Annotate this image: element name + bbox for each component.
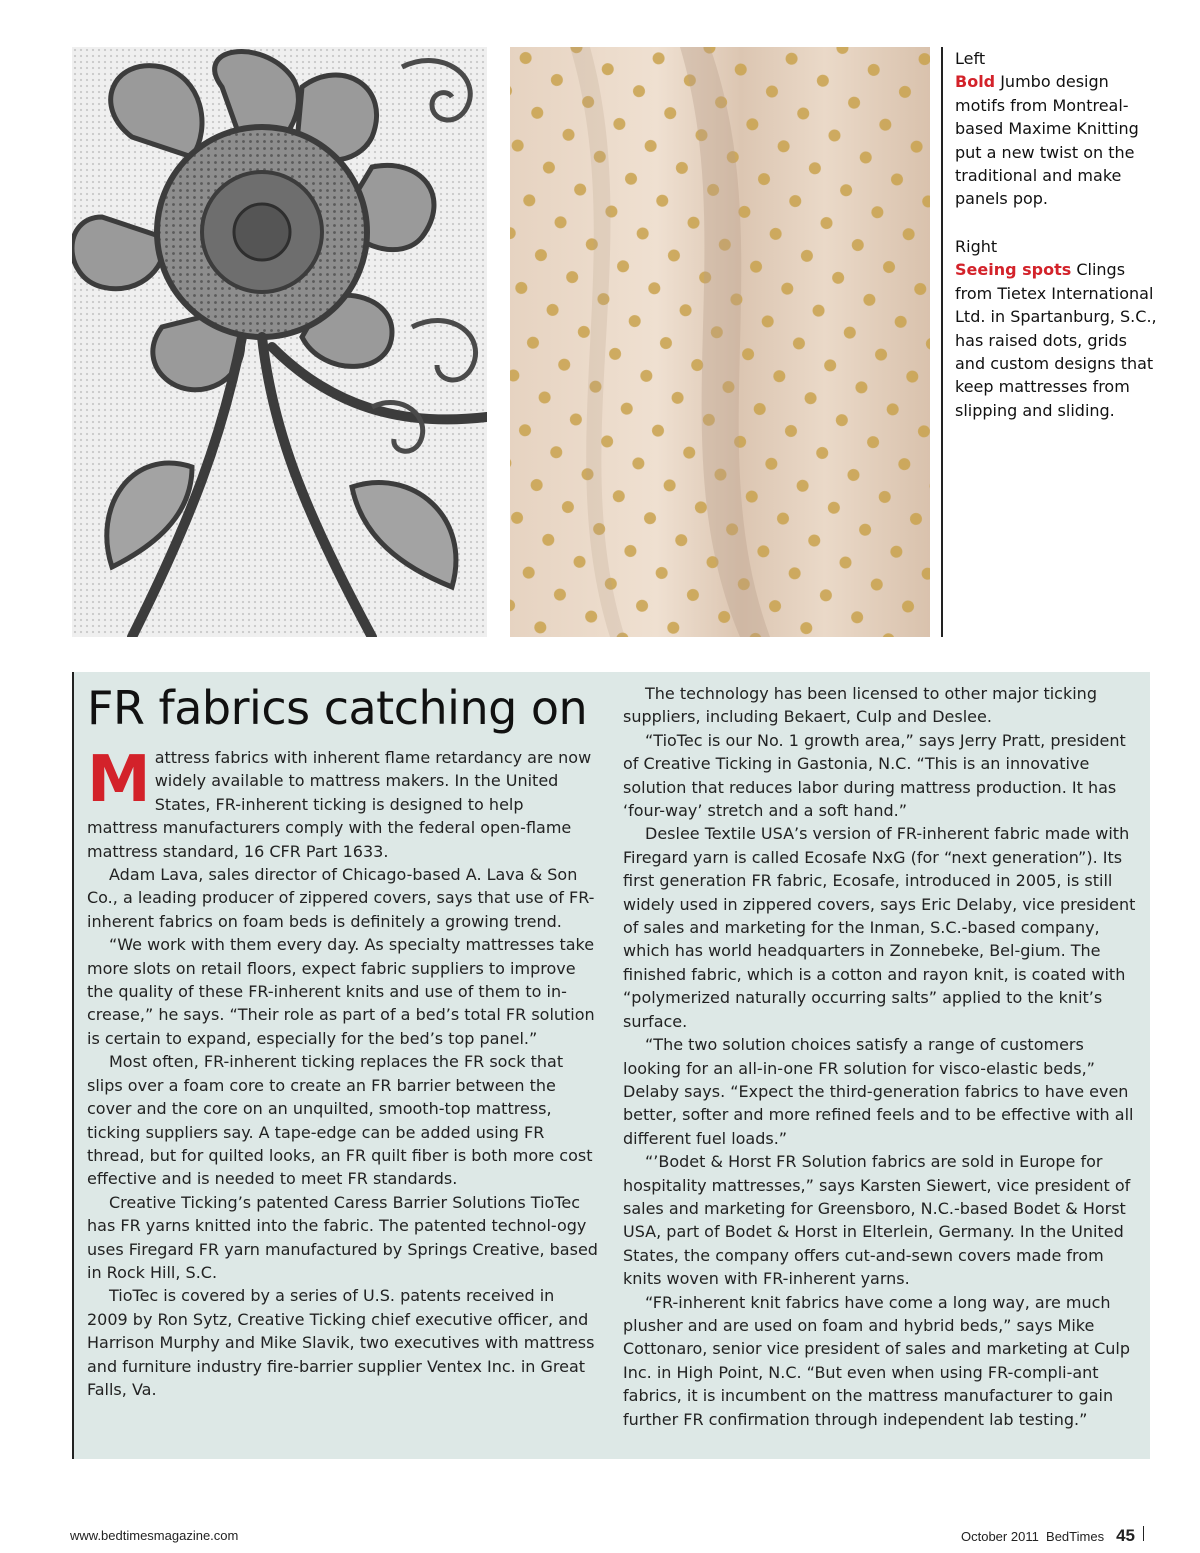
article-column-2 xyxy=(623,682,1137,1431)
article-paragraph: The technology has been licensed to other major ticking suppliers, including Bekaert, Culp and Deslee. xyxy=(623,684,1097,727)
footer-issue: October 2011 BedTimes xyxy=(961,1529,1105,1544)
article-paragraph: Deslee Textile USA’s version of FR-inherent fabric made with Firegard yarn is called Ecosafe NxG (for “next generation”). Its first generation FR fabric, Ecosafe, introduced in 2005, is still widely used in zippered covers, says Eric Delaby, vice president of sales and marketing for the Inman, S.C.-based company, which has world headquarters in Zonnebeke, Bel-gium. The finished fabric, which is a cotton and rayon knit, is coated with “polymerized naturally occurring salts” applied to the knit’s surface. xyxy=(623,824,1136,1031)
article-paragraph: Most often, FR-inherent ticking replaces the FR sock that slips over a foam core to create an FR barrier between the cover and the core on an unquilted, smooth-top mattress, ticking suppliers say. A tape-edge can be added using FR thread, but for quilted looks, an FR quilt fiber is both more cost effective and is needed to meet FR standards. xyxy=(87,1052,593,1189)
footer-website-url[interactable]: www.bedtimesmagazine.com xyxy=(70,1528,239,1543)
article-paragraph: “’Bodet & Horst FR Solution fabrics are sold in Europe for hospitality mattresses,” says Karsten Siewert, vice president of sales and marketing for Greensboro, N.C.-based Bodet & Horst USA, part of Bodet & Horst in Elterlein, Germany. In the United States, the company offers cut-and-sewn covers made from knits woven with FR-inherent yarns. xyxy=(623,1152,1131,1289)
article-paragraph-text: attress fabrics with inherent flame retardancy are now widely available to mattress makers. In the United States, FR-inherent ticking is designed to help mattress manufacturers comply with the federal open-flame mattress standard, 16 CFR Part 1633. xyxy=(87,748,592,861)
caption-left-position: Left xyxy=(955,49,986,68)
folio-divider xyxy=(1143,1526,1144,1541)
article-paragraph: Adam Lava, sales director of Chicago-based A. Lava & Son Co., a leading producer of zippered covers, says that use of FR-inherent fabrics on foam beds is definitely a growing trend. xyxy=(87,865,595,931)
article-paragraph: “TioTec is our No. 1 growth area,” says Jerry Pratt, president of Creative Ticking in Gastonia, N.C. “This is an innovative solution that reduces labor during mattress production. It has ‘four-way’ stretch and a soft hand.” xyxy=(623,730,1126,821)
drop-cap: M xyxy=(87,743,151,817)
caption-right-position: Right xyxy=(955,237,998,256)
caption-left-text: Jumbo design motifs from Montreal-based Maxime Knitting put a new twist on the traditional and make panels pop. xyxy=(955,72,1139,209)
caption-left-keyword: Bold xyxy=(955,72,996,92)
caption-divider-rule xyxy=(941,47,943,637)
footer-folio xyxy=(961,1526,1144,1546)
article-paragraph xyxy=(87,743,599,863)
article-paragraph: Creative Ticking’s patented Caress Barrier Solutions TioTec has FR yarns knitted into the fabric. The patented technol-ogy uses Firegard FR yarn manufactured by Springs Creative, based in Rock Hill, S.C. xyxy=(87,1192,598,1282)
caption-right-keyword: Seeing spots xyxy=(955,260,1072,280)
article-paragraph: “The two solution choices satisfy a range of customers looking for an all-in-one FR solution for visco-elastic beds,” Delaby says. “Expect the third-generation fabrics to have even better, softer and more refined feels and to be effective with all different fuel loads.” xyxy=(623,1035,1134,1148)
article-column-1 xyxy=(87,743,599,1401)
article-headline: FR fabrics catching on xyxy=(87,681,588,735)
caption-left xyxy=(955,47,1160,211)
photo-raised-dot-clings xyxy=(510,47,930,637)
page-number: 45 xyxy=(1116,1526,1135,1545)
caption-right xyxy=(955,235,1160,422)
raised-dot-fabric-illustration xyxy=(510,47,930,637)
sidebar-left-rule xyxy=(72,672,74,1459)
floral-knit-illustration xyxy=(72,47,487,637)
article-paragraph: “FR-inherent knit fabrics have come a long way, are much plusher and are used on foam and hybrid beds,” says Mike Cottonaro, senior vice president of sales and marketing at Culp Inc. in High Point, N.C. “But even when using FR-compli-ant fabrics, it is incumbent on the mattress manufacturer to gain further FR confirmation through independent lab testing.” xyxy=(623,1292,1131,1429)
photo-jumbo-floral-knit xyxy=(72,47,487,637)
article-paragraph: “We work with them every day. As specialty mattresses take more slots on retail floors, expect fabric suppliers to improve the quality of these FR-inherent knits and use of them to in-crease,” he says. “Their role as part of a bed’s total FR solution is certain to expand, especially for the bed’s top panel.” xyxy=(87,935,595,1048)
article-paragraph: TioTec is covered by a series of U.S. patents received in 2009 by Ron Sytz, Creative Ticking chief executive officer, and Harrison Murphy and Mike Slavik, two executives with mattress and furniture industry fire-barrier supplier Ventex Inc. in Great Falls, Va. xyxy=(87,1286,595,1399)
caption-right-text: Clings from Tietex International Ltd. in Spartanburg, S.C., has raised dots, grids and custom designs that keep mattresses from slipping and sliding. xyxy=(955,260,1157,420)
